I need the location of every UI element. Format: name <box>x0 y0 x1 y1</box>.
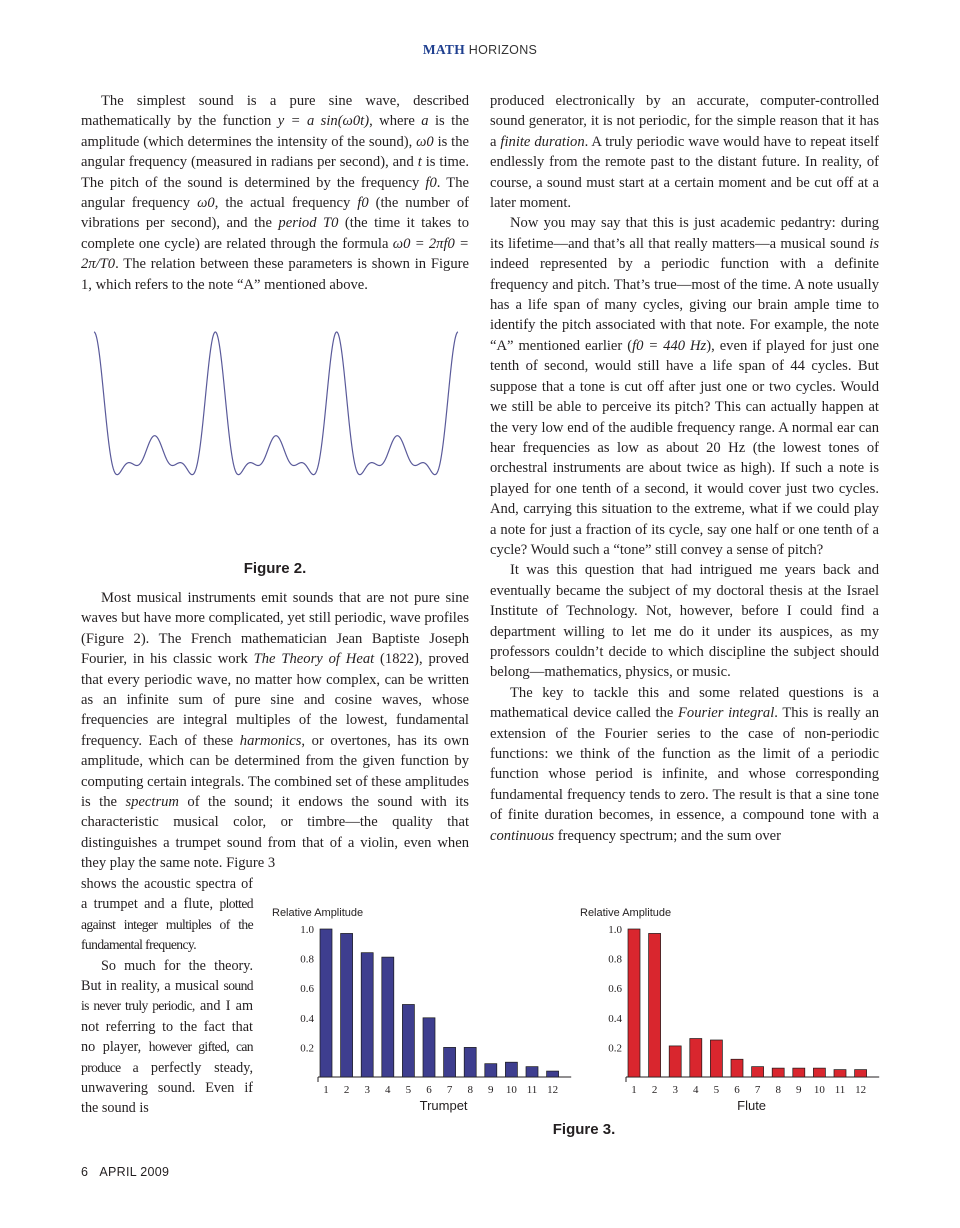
spectra-paragraph: shows the acoustic spectra of a trumpet and a flute, plotted against integer multiples of the fundamental frequency. <box>81 876 253 953</box>
trumpet-x-tick-label: 5 <box>405 1084 412 1096</box>
right-paragraph-4: The key to tackle this and some related questions is a mathematical device called the Fourier integral. This is really an extension of the Fourier series to the case of non-periodic functions: we think of the function as the limit of a periodic function whose period is infinite, and whose corresponding fundamental frequency tends to zero. The result is that a sine tone of finite duration becomes, in essence, a compound tone with a continuous frequency spectrum; and the sum over <box>490 684 880 844</box>
flute-x-tick-label: 11 <box>834 1084 846 1096</box>
trumpet-bar-11 <box>526 1067 538 1077</box>
flute-bar-12 <box>855 1070 867 1077</box>
flute-x-axis-label: Flute <box>737 1098 767 1113</box>
trumpet-y-tick-label: 0.2 <box>300 1042 314 1055</box>
page-number: 6 <box>81 1165 89 1179</box>
flute-x-tick-label: 10 <box>813 1084 825 1096</box>
flute-x-tick-label: 1 <box>631 1084 637 1096</box>
trumpet-x-tick-label: 9 <box>488 1084 494 1096</box>
trumpet-x-tick-label: 1 <box>323 1084 329 1096</box>
figure-2-waveform <box>90 327 462 553</box>
trumpet-bar-5 <box>402 1004 414 1077</box>
right-column <box>490 91 879 846</box>
intro-paragraph: The simplest sound is a pure sine wave, described mathematically by the function y = a sin(ω0t), where a is the amplitude (which determines the intensity of the sound), ω0 is the angular frequency (measured in radians per second), and t is time. The pitch of the sound is determined by the frequency f0. The angular frequency ω0, the actual frequency f0 (the number of vibrations per second), and the period T0 (the time it takes to complete one cycle) are related through the formula ω0 = 2πf0 = 2π/T0. The relation between these parameters is shown in Figure 1, which refers to the note “A” mentioned above. <box>81 93 470 293</box>
flute-y-tick-label: 1.0 <box>608 924 622 936</box>
flute-bar-2 <box>649 933 661 1077</box>
right-paragraph-3: It was this question that had intrigued me years back and eventually became the subject of my doctoral thesis at the Israel Institute of Technology. Not, however, before I could find a department willing to let me do it under its auspices, as my professors couldn’t decide to which discipline the subject should belong—mathematics, physics, or music. <box>490 562 879 681</box>
trumpet-x-tick-label: 12 <box>547 1084 559 1096</box>
trumpet-y-tick-label: 0.6 <box>300 983 314 996</box>
trumpet-x-tick-label: 2 <box>343 1084 350 1096</box>
flute-y-tick-label: 0.6 <box>608 983 622 996</box>
flute-bar-7 <box>752 1067 764 1077</box>
trumpet-x-tick-label: 7 <box>446 1084 453 1096</box>
flute-x-tick-label: 6 <box>734 1084 740 1096</box>
flute-y-axis-label: Relative Amplitude <box>580 907 672 919</box>
trumpet-x-tick-label: 10 <box>505 1084 517 1096</box>
trumpet-y-tick-label: 1.0 <box>300 924 314 936</box>
flute-y-tick-label: 0.2 <box>608 1042 622 1055</box>
trumpet-bar-12 <box>547 1071 559 1077</box>
issue-date: APRIL 2009 <box>99 1165 170 1179</box>
figure-2-caption: Figure 2. <box>243 560 307 577</box>
flute-x-tick-label: 8 <box>775 1084 781 1096</box>
flute-x-tick-label: 9 <box>796 1084 802 1096</box>
flute-bar-6 <box>731 1059 743 1077</box>
trumpet-bar-4 <box>382 957 394 1077</box>
flute-x-tick-label: 5 <box>713 1084 720 1096</box>
trumpet-bar-7 <box>444 1047 456 1077</box>
flute-x-tick-label: 2 <box>651 1084 658 1096</box>
trumpet-x-tick-label: 6 <box>426 1084 432 1096</box>
flute-x-tick-label: 7 <box>754 1084 761 1096</box>
trumpet-bar-2 <box>341 933 353 1077</box>
flute-bar-10 <box>813 1068 825 1077</box>
right-paragraph-1: produced electronically by an accurate, computer-controlled sound generator, it is not periodic, for the simple reason that it has a finite duration. A truly periodic wave would have to repeat itself endlessly from the remote past to the distant future. In reality, of course, a sound must start at a certain moment and be cut off at a later moment. <box>490 93 879 212</box>
fourier-paragraph: Most musical instruments emit sounds that are not pure sine waves but have more complicated, yet still periodic, wave profiles (Figure 2). The French mathematician Jean Baptiste Joseph Fourier, in his classic work The Theory of Heat (1822), proved that every periodic wave, no matter how complex, can be written as an infinite sum of pure sine and cosine waves, whose frequencies are integral multiples of the lowest, fundamental frequency. Each of these harmonics, or overtones, has its own amplitude, which can be determined from the given function by computing certain integrals. The combined set of these amplitudes is the spectrum of the sound; it endows the sound with its characteristic musical color, or timbre—the quality that distinguishes a trumpet sound from that of a violin, even when they play the same note. Figure 3 <box>81 590 469 872</box>
flute-bar-8 <box>772 1068 784 1077</box>
flute-y-tick-label: 0.8 <box>608 953 622 966</box>
flute-x-tick-label: 4 <box>693 1084 699 1096</box>
right-paragraph-2: Now you may say that this is just academic pedantry: during its lifetime—and that’s all that really matters—a musical sound is indeed represented by a periodic function with a definite frequency and pitch. That’s true—most of the time. A note usually has a life span of many cycles, giving our brain ample time to identify the pitch associated with that note. For example, the note “A” mentioned earlier (f0 = 440 Hz), even if played for just one tenth of second, would still have a life span of 44 cycles. But suppose that a tone is cut off after just one or two cycles. Would we still be able to perceive its pitch? This can actually happen at the very low end of the audible frequency range. A normal ear can hear frequencies as low as about 20 Hz (the lowest tones of orchestral instruments are about twice as high). If such a note is played for one tenth of a second, it would cover just two cycles. And, carrying this situation to the extreme, what if we could play a note for just a fraction of its cycle, say one half or one tenth of a cycle? Would such a “tone” still convey a sense of pitch? <box>490 215 879 558</box>
trumpet-x-tick-label: 4 <box>385 1084 391 1096</box>
trumpet-x-tick-label: 3 <box>364 1084 370 1096</box>
trumpet-bar-9 <box>485 1064 497 1077</box>
flute-y-tick-label: 0.4 <box>608 1012 622 1025</box>
trumpet-x-tick-label: 8 <box>467 1084 473 1096</box>
theory-paragraph: So much for the theory. But in reality, a musical sound is never truly periodic, and I am not referring to the fact that no player, however gifted, can produce a perfectly steady, unwavering sound. Even if the sound is <box>81 957 254 1117</box>
trumpet-bar-6 <box>423 1018 435 1077</box>
flute-bar-5 <box>710 1040 722 1077</box>
left-column-middle <box>81 588 469 874</box>
trumpet-y-tick-label: 0.8 <box>300 953 314 966</box>
flute-spectrum-chart <box>574 902 884 1120</box>
page-footer <box>81 1165 169 1179</box>
flute-bar-9 <box>793 1068 805 1077</box>
trumpet-bar-1 <box>320 929 332 1077</box>
left-column-intro <box>81 91 469 295</box>
running-header <box>0 42 960 58</box>
trumpet-bar-8 <box>464 1047 476 1077</box>
flute-bar-1 <box>628 929 640 1077</box>
periodic-waveform <box>94 332 458 475</box>
magazine-section: HORIZONS <box>468 43 538 57</box>
flute-x-tick-label: 12 <box>855 1084 867 1096</box>
trumpet-x-tick-label: 11 <box>526 1084 538 1096</box>
magazine-name: MATH <box>422 42 466 57</box>
flute-bar-11 <box>834 1070 846 1077</box>
trumpet-y-axis-label: Relative Amplitude <box>272 907 364 919</box>
flute-bar-3 <box>669 1046 681 1077</box>
flute-x-tick-label: 3 <box>672 1084 678 1096</box>
trumpet-spectrum-chart <box>266 902 576 1120</box>
trumpet-bar-10 <box>505 1062 517 1077</box>
trumpet-x-axis-label: Trumpet <box>419 1098 468 1113</box>
trumpet-y-tick-label: 0.4 <box>300 1012 314 1025</box>
left-column-bottom <box>81 874 253 1119</box>
figure-3-caption: Figure 3. <box>552 1121 616 1138</box>
flute-bar-4 <box>690 1039 702 1077</box>
trumpet-bar-3 <box>361 953 373 1077</box>
